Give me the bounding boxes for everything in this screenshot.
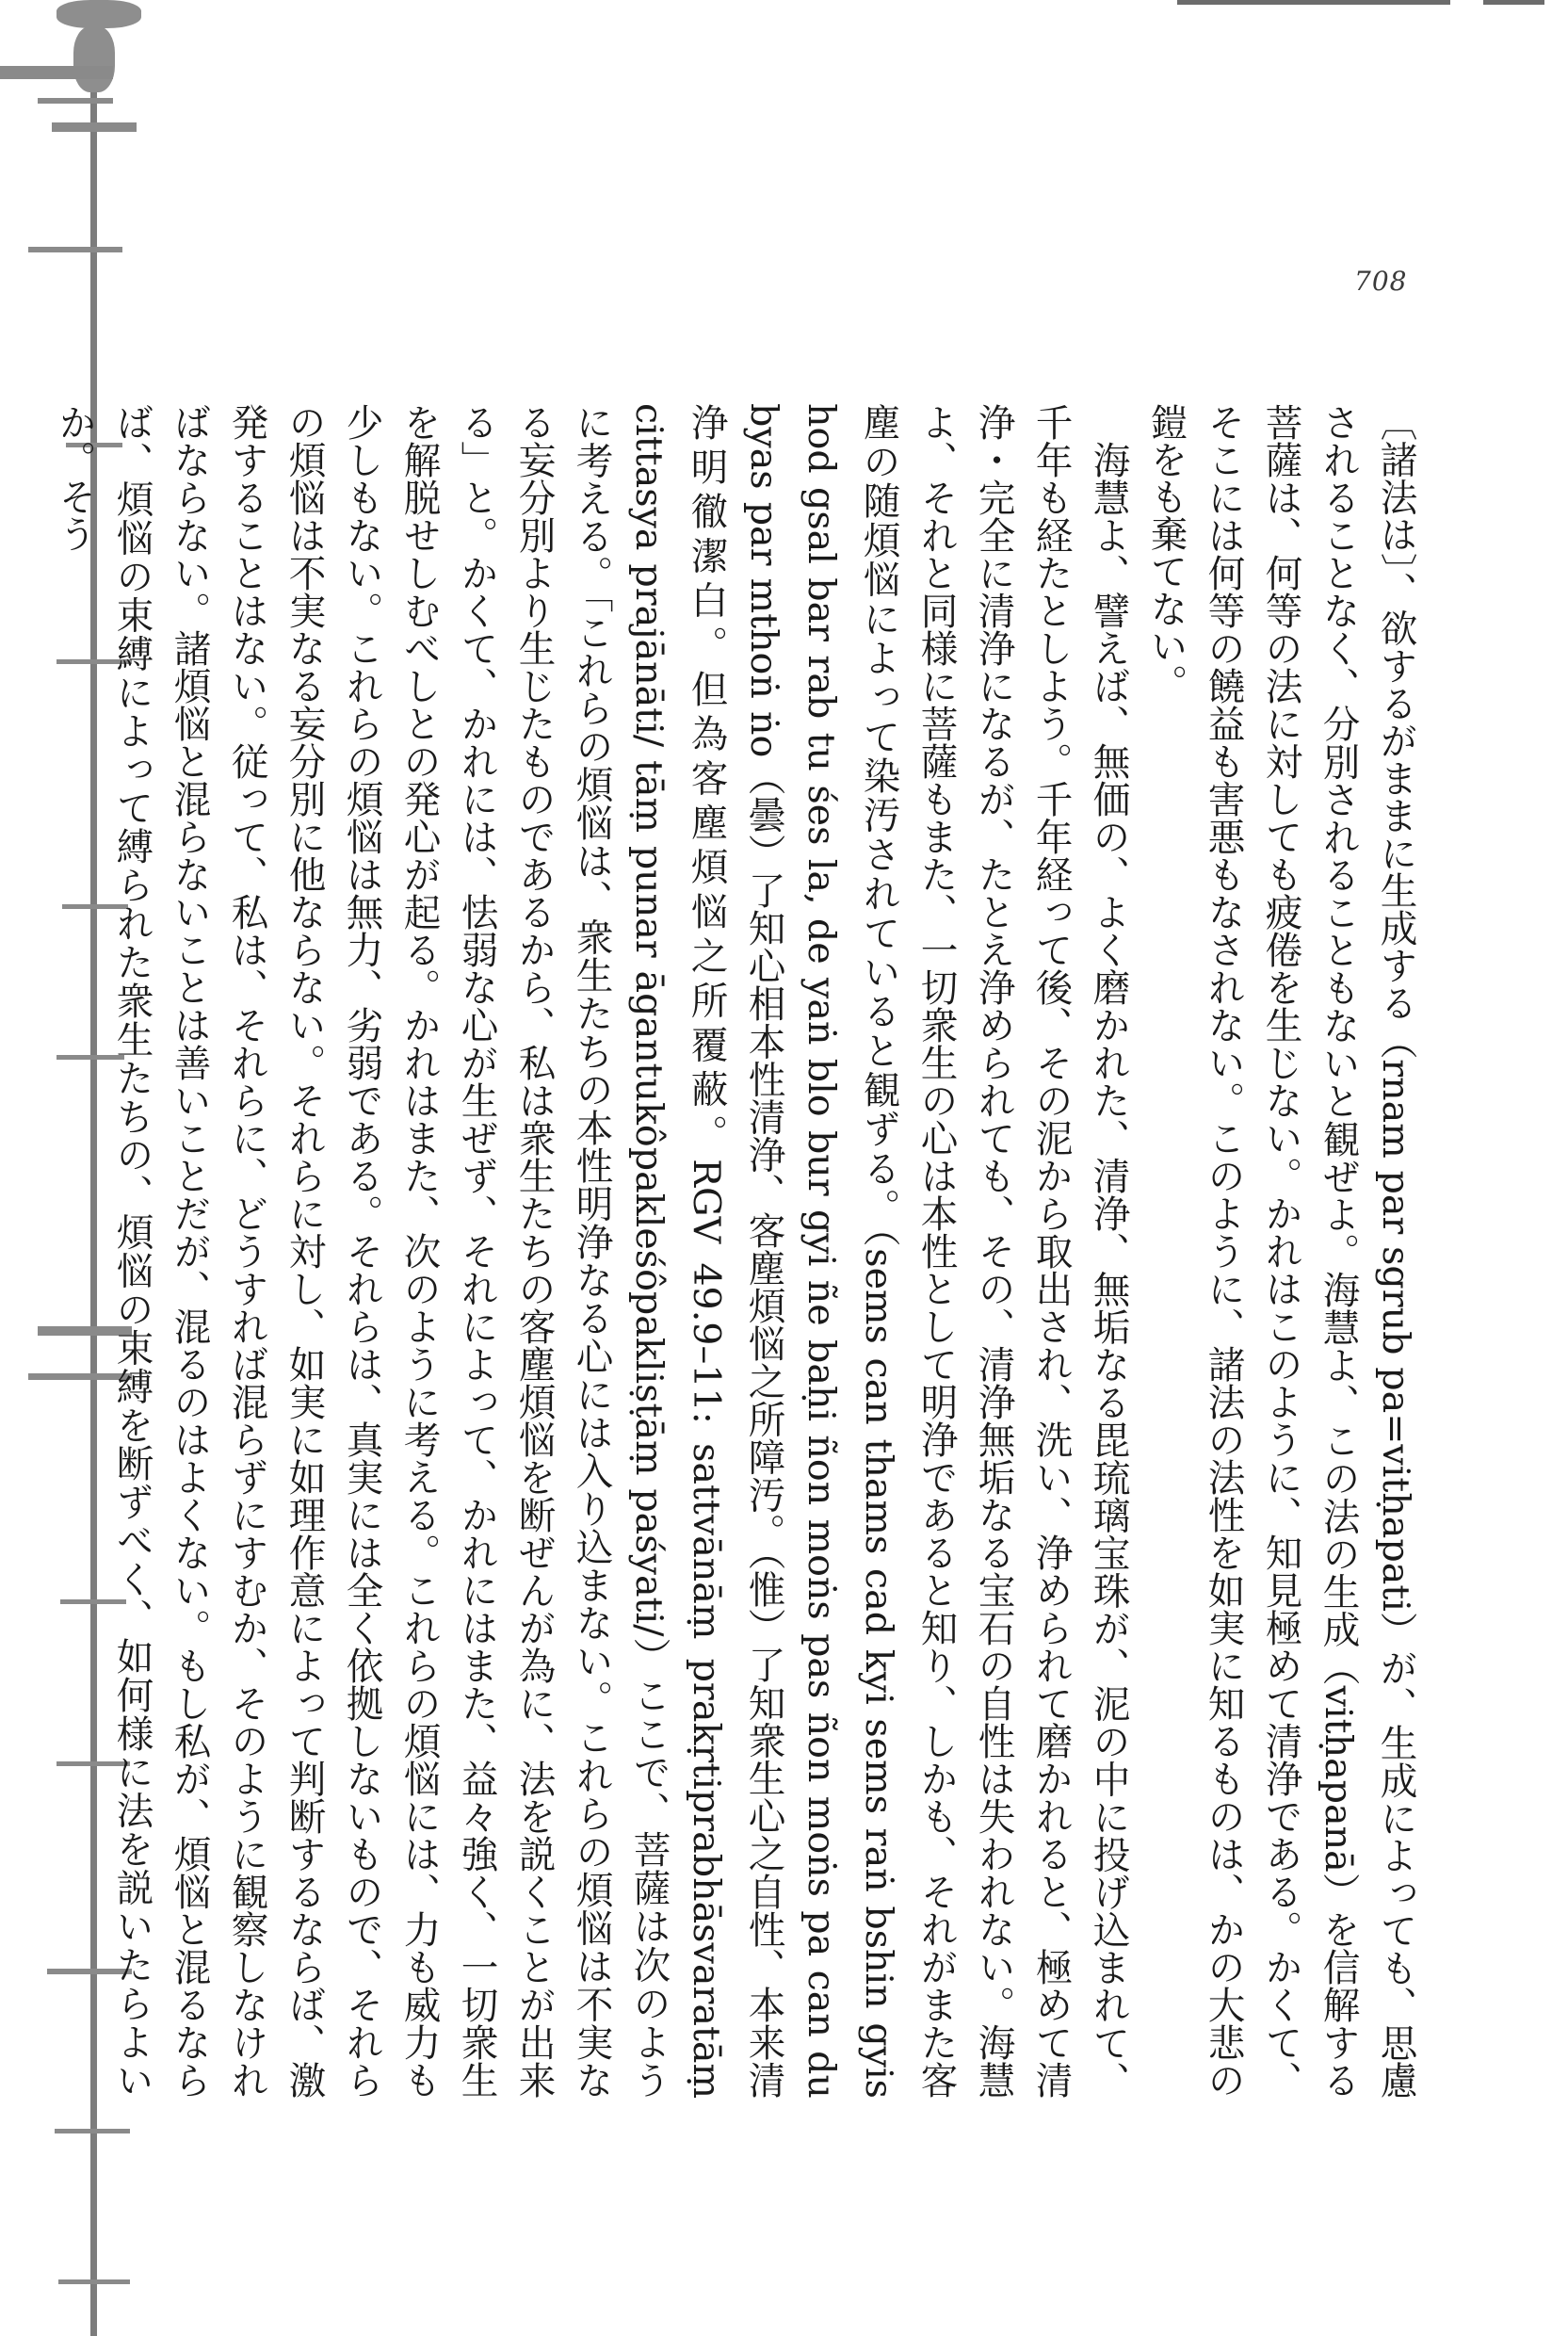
binding-tick bbox=[28, 247, 122, 252]
scan-top-rule bbox=[1177, 0, 1450, 5]
binding-tick bbox=[52, 122, 137, 132]
binding-blot bbox=[57, 0, 141, 28]
paragraph: 海慧よ、譬えば、無価の、よく磨かれた、清浄、無垢なる毘琉璃宝珠が、泥の中に投げ込まれて、千年も経たとしよう。千年経って後、その泥から取出され、洗い、浄められて磨かれると、極めて清浄・完全に清浄になるが、たとえ浄められても、その、清浄無垢なる宝石の自性は失われない。海慧よ、それと同様に菩薩もまた、一切衆生の心は本性として明浄であると知り、しかも、それがまた客塵の随煩悩によって染汚されていると観ずる。（sems can thams cad kyi sems raṅ bshin gyis hod gsal bar rab tu śes la, de yaṅ blo bur gyi ñe baḥi ñon moṅs pas ñon moṅs pa can du byas par mthoṅ ṅo（曇）了知心相本性清浄、客塵煩悩之所障汚。（惟）了知衆生心之自性、本来清浄明徹潔白。但為客塵煩悩之所覆蔽。RGV 49.9–11: sattvānāṃ prakṛtiprabhāsvaratāṃ cittasya prajānāti/ tāṃ punar āgantukôpakleśôpakliṣṭāṃ paśyati/）ここで、菩薩は次のように考える。「これらの煩悩は、衆生たちの本性明浄なる心には入り込まない。これらの煩悩は不実なる妄分別より生じたものであるから、私は衆生たちの客塵煩悩を断ぜんが為に、法を説くことが出来る」と。かくて、かれには、怯弱な心が生ぜず、それによって、かれにはまた、益々強く、一切衆生を解脱せしむべしとの発心が起る。かれはまた、次のように考える。これらの煩悩には、力も威力も少しもない。これらの煩悩は無力、劣弱である。それらは、真実には全く依拠しないもので、それらの煩悩は不実なる妄分別に他ならない。それらに対し、如実に如理作意によって判断するならば、激発することはない。従って、私は、それらに、どうすれば混らずにすむか、そのように観察しなければならない。諸煩悩と混らないことは善いことだが、混るのはよくない。もし私が、煩悩と混るならば、煩悩の束縛によって縛られた衆生たちの、煩悩の束縛を断ずべく、如何様に法を説いたらよいか。そう bbox=[53, 403, 1130, 2099]
binding-tick bbox=[38, 98, 113, 104]
binding-tick bbox=[58, 2279, 130, 2284]
binding-tick bbox=[0, 66, 113, 79]
page-number: 708 bbox=[1354, 266, 1408, 297]
binding-tick bbox=[55, 2129, 130, 2133]
binding-blot bbox=[73, 26, 115, 92]
body-text bbox=[53, 403, 1424, 2099]
scan-top-rule bbox=[1483, 0, 1544, 5]
paragraph: 〔諸法は〕、欲するがままに生成する（rnam par sgrub pa=vitḥapati）が、生成によっても、思慮されることなく、分別されることもないと観ぜよ。海慧よ、この法の生成（vitḥapanā）を信解する菩薩は、何等の法に対しても疲倦を生じない。かれはこのように、知見極めて清浄である。かくて、そこには何等の饒益も害悪もなされない。このように、諸法の法性を如実に知るものは、かの大悲の鎧をも棄てない。 bbox=[1144, 403, 1417, 2099]
